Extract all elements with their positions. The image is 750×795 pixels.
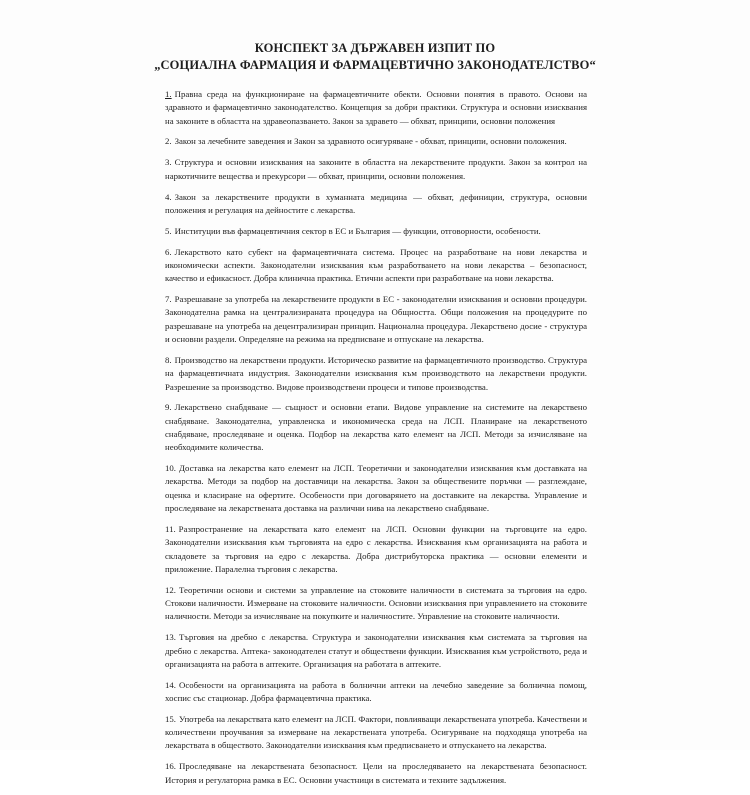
topic-number: 3.	[165, 157, 172, 168]
topic-number: 1.	[165, 89, 172, 99]
topic-text: Институции във фармацевтичния сектор в ЕС и България — функции, отговорности, особености.	[174, 225, 541, 236]
topic-text: Теоретични основи и системи за управление на стоковите наличности в системата за търговия на едро. Стокови наличности. Измерване на стоковите наличности. Основни изисквания при управлението на стоковите наличности. Методи за изчисляване на покупките и наличностите. Управление на стоковите наличности.	[165, 584, 587, 622]
topic-item	[165, 679, 587, 706]
topic-item	[165, 631, 587, 671]
topic-text: Проследяване на лекарствената безопасност. Цели на проследяването на лекарствената безопасност. История и регулаторна рамка в ЕС. Основни участници в системата и техните задължения.	[165, 761, 587, 785]
header-subject: „СОЦИАЛНА ФАРМАЦИЯ И ФАРМАЦЕВТИЧНО ЗАКОНОДАТЕЛСТВО“	[154, 58, 596, 72]
topic-number: 15.	[165, 713, 176, 724]
header-title: КОНСПЕКТ ЗА ДЪРЖАВЕН ИЗПИТ ПО	[254, 41, 496, 55]
topic-item	[165, 584, 587, 624]
topic-item	[165, 401, 587, 454]
topic-text: Лекарството като субект на фармацевтичната система. Процес на разработване на нови лекарства и икономически аспекти. Законодателни изисквания към разработването на нови лекарства – безопасност, качество и ефикасност. Добра клинична практика. Етични аспекти при разработване на нови лекарства.	[165, 246, 587, 284]
topic-item	[165, 354, 587, 394]
topic-number: 2.	[165, 136, 172, 147]
topic-number: 13.	[165, 632, 176, 643]
topic-number: 12.	[165, 584, 176, 595]
topic-item	[165, 88, 587, 128]
topic-number: 4.	[165, 191, 172, 202]
topic-text: Особености на организацията на работа в болнични аптеки на лечебно заведение за болнична помощ, хоспис със стационар. Добра фармацевтична практика.	[165, 679, 587, 703]
topic-item	[165, 713, 587, 753]
topic-item	[165, 191, 587, 218]
topic-item	[165, 462, 587, 515]
topic-text: Лекарствено снабдяване — същност и основни етапи. Видове управление на системите на лекарствено снабдяване. Законодателна, управленска и икономическа среда на ЛСП. Планиране на лекарственото снабдяване, проследяване и оценка. Подбор на лекарства като елемент на ЛСП. Методи за изчисляване на необходимите количества.	[165, 402, 587, 453]
topic-text: Разрешаване за употреба на лекарствените продукти в ЕС - законодателни изисквания и основни процедури. Законодателна рамка на централизираната процедура на Общността. Общи положения на процедурите по разрешаване на употреба на децентрализиран принцип. Национална процедура. Лекарствено досие - структура и основни раздели. Определяне на режима на предписване и отпускане на лекарства.	[165, 294, 587, 345]
topic-number: 10.	[165, 463, 176, 474]
topic-text: Структура и основни изисквания на законите в областта на лекарствените продукти. Закон за контрол на наркотичните вещества и прекурсори — обхват, принципи, основни положения.	[165, 157, 587, 181]
topic-number: 8.	[165, 354, 172, 365]
topic-text: Доставка на лекарства като елемент на ЛСП. Теоретични и законодателни изисквания към доставката на лекарства. Методи за подбор на доставчици на лекарства. Закон за обществените поръчки — разглеждане, оценка и класиране на офертите. Особености при договарянето на доставките на лекарства. Управление и проследяване на лекарствената доставка на различни нива на лекарствено снабдяване.	[165, 463, 587, 514]
topic-number: 11.	[165, 523, 176, 534]
topic-text: Разпространение на лекарствата като елемент на ЛСП. Основни функции на търговците на едро. Законодателни изисквания към търговията на едро с лекарства. Изисквания към организацията на работа и складовете за търговия на едро с лекарства. Добра дистрибуторска практика — основни елементи и приложение. Паралелна търговия с лекарства.	[165, 523, 587, 574]
topic-text: Правна среда на функциониране на фармацевтичните обекти. Основни понятия в правото. Основи на здравното и фармацевтично законодателство. Концепция за добри практики. Структура и основни изисквания на законите в областта на здравеопазването. Закон за здравето — обхват, принципи, основни положения	[165, 89, 587, 126]
topic-text: Употреба на лекарствата като елемент на ЛСП. Фактори, повлияващи лекарствената употреба. Качествени и количествени проучвания за измерване на лекарствената употреба. Осигуряване на подходяща употреба на лекарствата в обществото. Законодателни изисквания към предписването и отпускането на лекарства.	[165, 713, 587, 751]
topic-number: 5.	[165, 225, 172, 236]
topic-item	[165, 225, 587, 238]
topic-number: 16.	[165, 761, 176, 772]
document-header	[150, 40, 600, 74]
topic-number: 7.	[165, 294, 172, 305]
topic-number: 9.	[165, 402, 172, 413]
topic-number: 6.	[165, 246, 172, 257]
topic-item	[165, 246, 587, 286]
topic-item	[165, 156, 587, 183]
topic-text: Закон за лечебните заведения и Закон за здравното осигуряване - обхват, принципи, основни положения.	[174, 136, 567, 147]
topic-item	[165, 135, 587, 148]
topic-item	[165, 760, 587, 787]
topic-list	[165, 88, 587, 795]
topic-text: Закон за лекарствените продукти в хуманната медицина — обхват, дефиниции, структура, основни положения и регулация на дейностите с лекарства.	[165, 191, 587, 215]
topic-item	[165, 293, 587, 346]
topic-number: 14.	[165, 679, 176, 690]
topic-text: Производство на лекарствени продукти. Историческо развитие на фармацевтичното производство. Структура на фармацевтичната индустрия. Законодателни изисквания към производството на лекарствени продукти. Разрешение за производство. Видове производствени процеси и типове производства.	[165, 354, 587, 392]
topic-item	[165, 523, 587, 576]
topic-text: Търговия на дребно с лекарства. Структура и законодателни изисквания към системата за търговия на дребно с лекарства. Аптека- законодателен статут и обществени функции. Изисквания към устройството, реда и организацията на работа в аптеките. Организация на работата в аптеките.	[165, 632, 587, 669]
